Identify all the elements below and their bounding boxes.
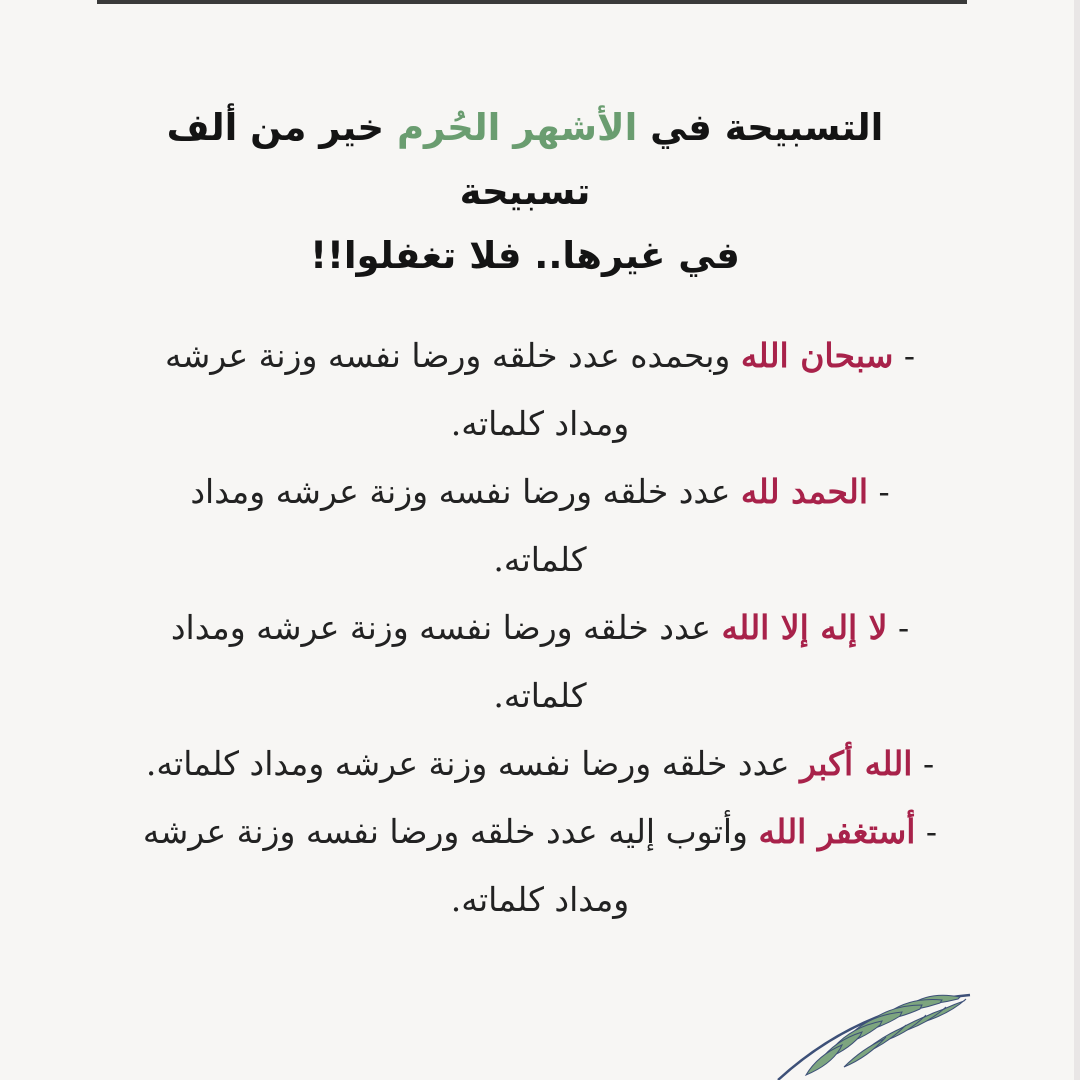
palm-leaf-icon bbox=[770, 985, 980, 1080]
dhikr-keyword: الحمد لله bbox=[740, 472, 869, 511]
dhikr-item-takbir bbox=[140, 730, 940, 798]
dhikr-text: وبحمده عدد خلقه ورضا نفسه وزنة عرشه ومداد كلماته. bbox=[164, 336, 741, 443]
bullet-dash: - bbox=[868, 472, 890, 511]
dhikr-text: عدد خلقه ورضا نفسه وزنة عرشه ومداد كلماته. bbox=[170, 608, 722, 715]
dhikr-keyword: أستغفر الله bbox=[758, 812, 916, 851]
dhikr-item-alhamdulillah bbox=[140, 458, 940, 594]
top-divider bbox=[97, 0, 967, 4]
dhikr-item-tahlil bbox=[140, 594, 940, 730]
dhikr-text: وأتوب إليه عدد خلقه ورضا نفسه وزنة عرشه ومداد كلماته. bbox=[142, 812, 759, 919]
dhikr-item-istighfar bbox=[140, 798, 940, 934]
title-line-2: في غيرها.. فلا تغفلوا!! bbox=[310, 234, 740, 277]
dhikr-text: عدد خلقه ورضا نفسه وزنة عرشه ومداد كلماته. bbox=[145, 744, 801, 783]
bullet-dash: - bbox=[893, 336, 916, 375]
page-title bbox=[110, 96, 940, 288]
bullet-dash: - bbox=[912, 744, 935, 783]
dhikr-list bbox=[140, 322, 940, 934]
dhikr-text: عدد خلقه ورضا نفسه وزنة عرشه ومداد كلماته. bbox=[190, 472, 741, 579]
dhikr-keyword: الله أكبر bbox=[800, 744, 913, 783]
dhikr-item-subhan-allah bbox=[140, 322, 940, 458]
bullet-dash: - bbox=[887, 608, 910, 647]
edge-strip bbox=[1074, 0, 1080, 1080]
title-part-2: خير من ألف تسبيحة bbox=[166, 106, 591, 213]
title-part-1: التسبيحة في bbox=[637, 106, 884, 149]
title-highlight: الأشهر الحُرم bbox=[396, 106, 638, 149]
dhikr-keyword: سبحان الله bbox=[740, 336, 894, 375]
bullet-dash: - bbox=[915, 812, 938, 851]
dhikr-keyword: لا إله إلا الله bbox=[721, 608, 888, 647]
